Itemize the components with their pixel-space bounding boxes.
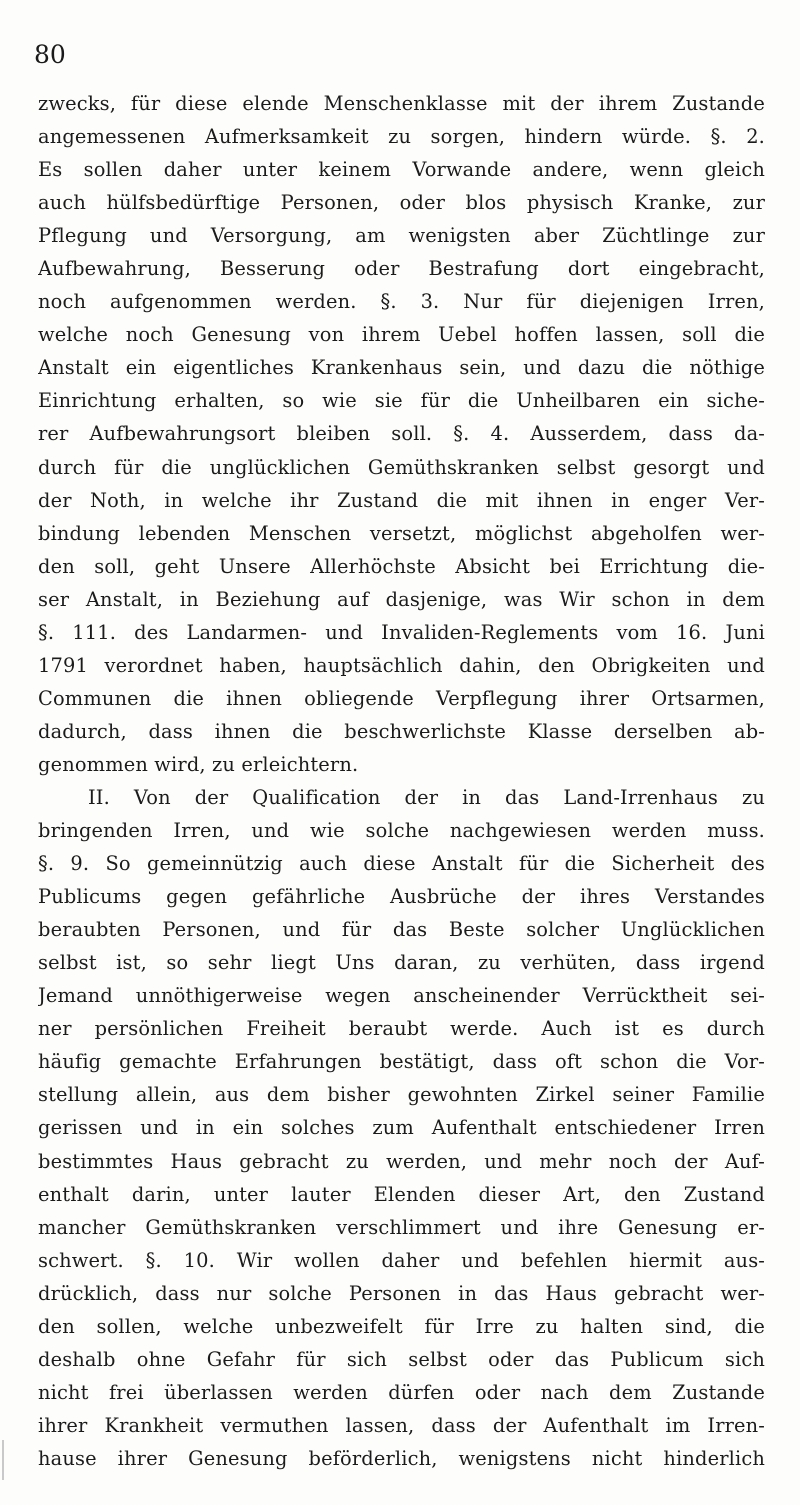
- text-line: mancher Gemüthskranken verschlimmert und ihre Genesung er-: [38, 1215, 765, 1239]
- text-line: schwert. §. 10. Wir wollen daher und befehlen hiermit aus-: [38, 1248, 765, 1272]
- text-line: den sollen, welche unbezweifelt für Irre zu halten sind, die: [38, 1314, 765, 1338]
- text-line: Aufbewahrung, Besserung oder Bestrafung dort eingebracht,: [38, 257, 765, 281]
- text-line: drücklich, dass nur solche Personen in das Haus gebracht wer-: [38, 1281, 765, 1305]
- text-line: durch für die unglücklichen Gemüthskranken selbst gesorgt und: [38, 455, 765, 479]
- text-line: Pflegung und Versorgung, am wenigsten aber Züchtlinge zur: [38, 224, 765, 248]
- text-line: auch hülfsbedürftige Personen, oder blos physisch Kranke, zur: [38, 191, 765, 215]
- text-line: welche noch Genesung von ihrem Uebel hoffen lassen, soll die: [38, 323, 765, 347]
- text-line: Communen die ihnen obliegende Verpflegung ihrer Ortsarmen,: [38, 686, 765, 710]
- text-line: gerissen und in ein solches zum Aufenthalt entschiedener Irren: [38, 1116, 765, 1140]
- text-line: angemessenen Aufmerksamkeit zu sorgen, hindern würde. §. 2.: [38, 125, 765, 149]
- text-line: dadurch, dass ihnen die beschwerlichste Klasse derselben ab-: [38, 719, 765, 743]
- text-line: 1791 verordnet haben, hauptsächlich dahin, den Obrigkeiten und: [38, 653, 765, 677]
- text-line: ihrer Krankheit vermuthen lassen, dass der Aufenthalt im Irren-: [38, 1413, 765, 1437]
- text-line: Publicums gegen gefährliche Ausbrüche der ihres Verstandes: [38, 885, 765, 909]
- text-line: häufig gemachte Erfahrungen bestätigt, dass oft schon die Vor-: [38, 1050, 765, 1074]
- text-line: deshalb ohne Gefahr für sich selbst oder das Publicum sich: [38, 1347, 765, 1371]
- page-number: 80: [34, 40, 66, 69]
- text-line: §. 9. So gemeinnützig auch diese Anstalt für die Sicherheit des: [38, 852, 765, 876]
- text-line: den soll, geht Unsere Allerhöchste Absicht bei Errichtung die-: [38, 554, 765, 578]
- text-line: hause ihrer Genesung beförderlich, wenigstens nicht hinderlich: [38, 1446, 765, 1470]
- page-edge-shadow: [2, 1440, 4, 1480]
- text-line: zwecks, für diese elende Menschenklasse mit der ihrem Zustande: [38, 92, 765, 115]
- text-line: enthalt darin, unter lauter Elenden dieser Art, den Zustand: [38, 1182, 765, 1206]
- text-line: rer Aufbewahrungsort bleiben soll. §. 4. Ausserdem, dass da-: [38, 422, 765, 446]
- text-line: stellung allein, aus dem bisher gewohnten Zirkel seiner Familie: [38, 1083, 765, 1107]
- text-line: Jemand unnöthigerweise wegen anscheinender Verrücktheit sei-: [38, 984, 765, 1008]
- text-line: bestimmtes Haus gebracht zu werden, und mehr noch der Auf-: [38, 1149, 765, 1173]
- text-line: genommen wird, zu erleichtern.: [38, 752, 359, 776]
- text-line: der Noth, in welche ihr Zustand die mit ihnen in enger Ver-: [38, 488, 765, 512]
- text-line: ser Anstalt, in Beziehung auf dasjenige, was Wir schon in dem: [38, 587, 765, 611]
- section-heading-line: bringenden Irren, und wie solche nachgewiesen werden muss.: [38, 819, 765, 843]
- text-line: Anstalt ein eigentliches Krankenhaus sein, und dazu die nöthige: [38, 356, 765, 380]
- text-line: bindung lebenden Menschen versetzt, möglichst abgeholfen wer-: [38, 521, 765, 545]
- text-line: noch aufgenommen werden. §. 3. Nur für diejenigen Irren,: [38, 290, 765, 314]
- text-line: selbst ist, so sehr liegt Uns daran, zu verhüten, dass irgend: [38, 951, 765, 975]
- text-line: beraubten Personen, und für das Beste solcher Unglücklichen: [38, 918, 765, 942]
- section-heading-line: II. Von der Qualification der in das Land-Irrenhaus zu: [88, 785, 765, 809]
- text-line: §. 111. des Landarmen- und Invaliden-Reglements vom 16. Juni: [38, 620, 765, 644]
- text-line: Es sollen daher unter keinem Vorwande andere, wenn gleich: [38, 158, 765, 182]
- text-line: nicht frei überlassen werden dürfen oder nach dem Zustande: [38, 1380, 765, 1404]
- text-line: ner persönlichen Freiheit beraubt werde. Auch ist es durch: [38, 1017, 765, 1041]
- body-text: [38, 87, 765, 1475]
- text-line: Einrichtung erhalten, so wie sie für die Unheilbaren ein siche-: [38, 389, 765, 413]
